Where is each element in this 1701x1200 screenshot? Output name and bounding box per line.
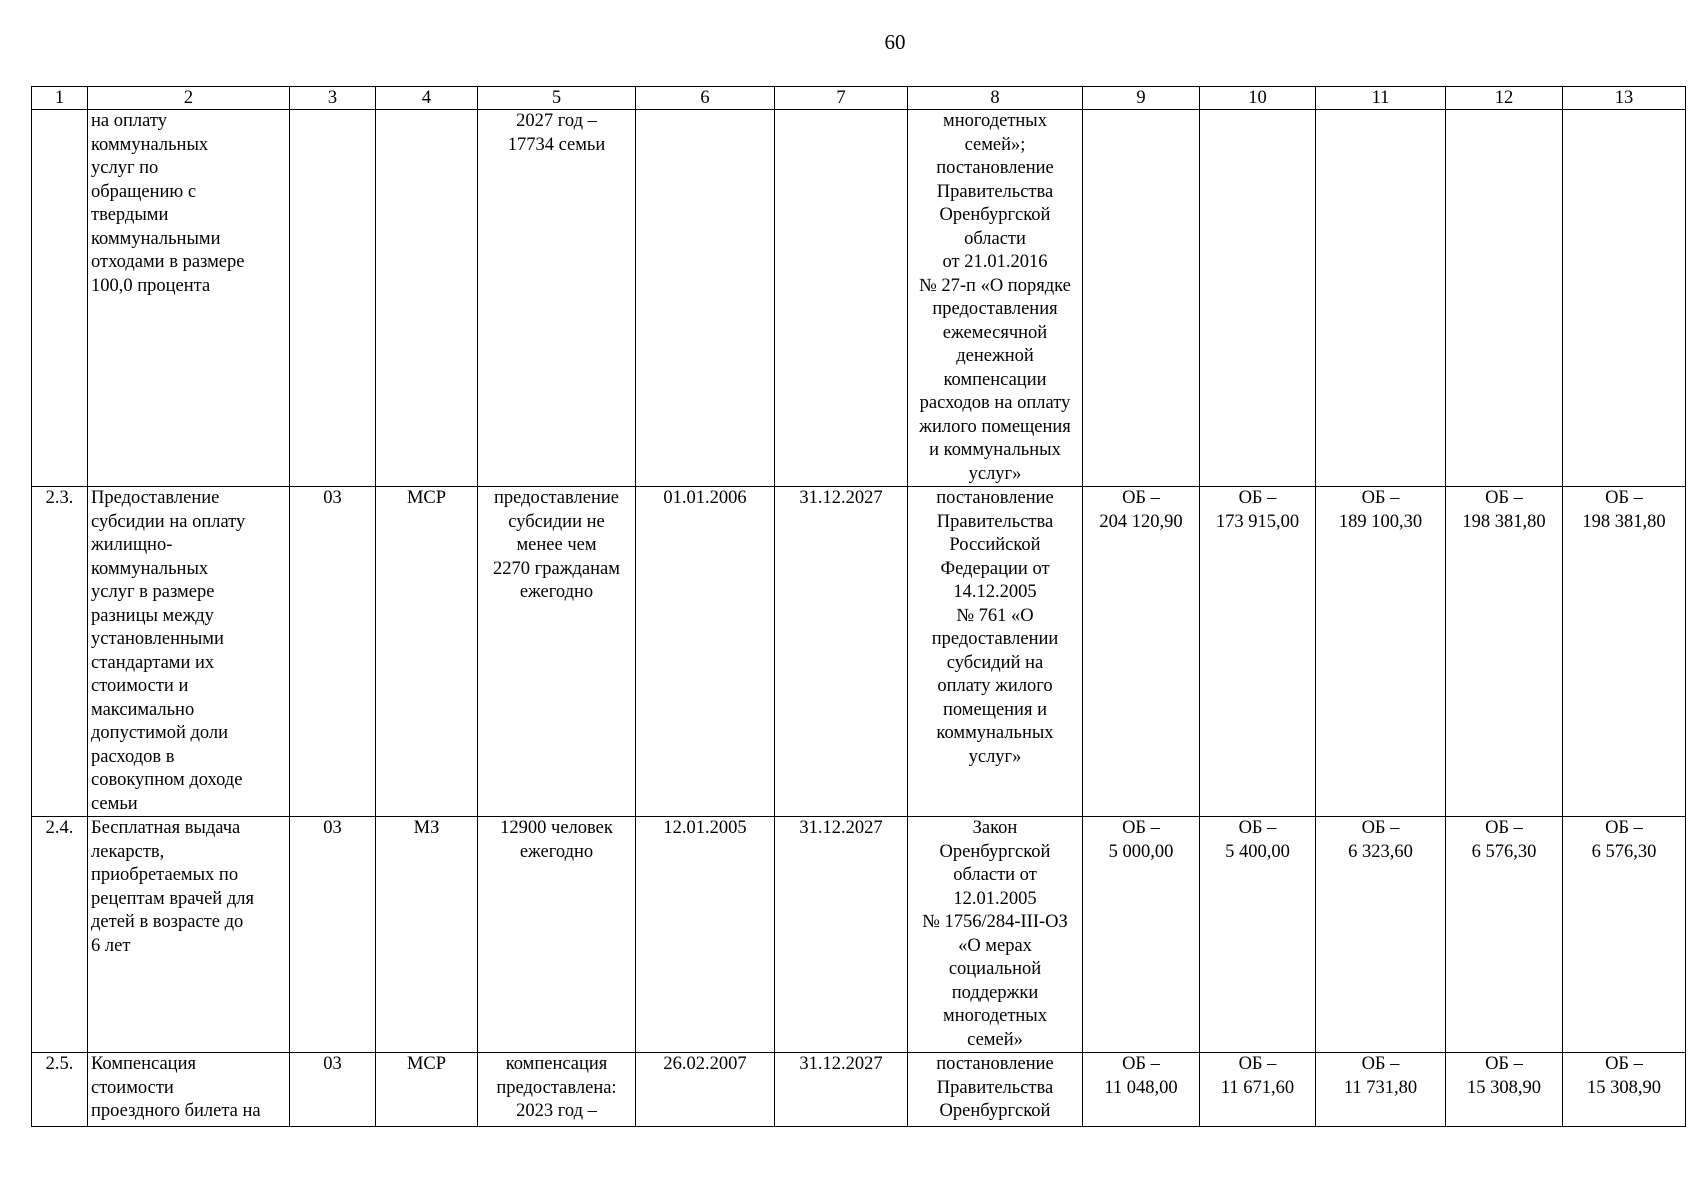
column-header: 10 (1200, 87, 1316, 110)
column-number-row (32, 87, 1686, 110)
amount-cell: ОБ – 15 308,90 (1563, 1053, 1686, 1127)
amount-cell: ОБ – 6 323,60 (1316, 817, 1446, 1053)
executor-cell: МЗ (376, 817, 478, 1053)
amount-cell: ОБ – 5 000,00 (1083, 817, 1200, 1053)
column-header: 7 (775, 87, 908, 110)
amount-cell: ОБ – 11 671,60 (1200, 1053, 1316, 1127)
code-cell: 03 (290, 1053, 376, 1127)
column-header: 2 (88, 87, 290, 110)
column-header: 13 (1563, 87, 1686, 110)
column-header: 6 (636, 87, 775, 110)
column-header: 11 (1316, 87, 1446, 110)
start-date-cell: 01.01.2006 (636, 487, 775, 817)
table-row (32, 110, 1686, 487)
legal-basis-cell: постановление Правительства Российской Федерации от 14.12.2005 № 761 «О предоставлении субсидий на оплату жилого помещения и коммунальных услуг» (908, 487, 1083, 817)
start-date-cell: 12.01.2005 (636, 817, 775, 1053)
measure-name: Бесплатная выдача лекарств, приобретаемых по рецептам врачей для детей в возрасте до 6 лет (88, 817, 290, 1053)
amount-cell (1083, 110, 1200, 487)
column-header: 9 (1083, 87, 1200, 110)
result-cell: 2027 год – 17734 семьи (478, 110, 636, 487)
code-cell: 03 (290, 487, 376, 817)
row-number (32, 110, 88, 487)
column-header: 3 (290, 87, 376, 110)
amount-cell (1446, 110, 1563, 487)
measure-name: Предоставление субсидии на оплату жилищно- коммунальных услуг в размере разницы между установленными стандартами их стоимости и максимально допустимой доли расходов в совокупном доходе семьи (88, 487, 290, 817)
result-cell: 12900 человек ежегодно (478, 817, 636, 1053)
end-date-cell: 31.12.2027 (775, 817, 908, 1053)
amount-cell (1316, 110, 1446, 487)
amount-cell: ОБ – 189 100,30 (1316, 487, 1446, 817)
column-header: 1 (32, 87, 88, 110)
end-date-cell: 31.12.2027 (775, 487, 908, 817)
end-date-cell (775, 110, 908, 487)
end-date-cell: 31.12.2027 (775, 1053, 908, 1127)
code-cell: 03 (290, 817, 376, 1053)
row-number: 2.4. (32, 817, 88, 1053)
amount-cell (1200, 110, 1316, 487)
table-row (32, 817, 1686, 1053)
program-measures-table (31, 86, 1686, 1127)
amount-cell: ОБ – 6 576,30 (1563, 817, 1686, 1053)
executor-cell: МСР (376, 487, 478, 817)
start-date-cell: 26.02.2007 (636, 1053, 775, 1127)
amount-cell: ОБ – 198 381,80 (1446, 487, 1563, 817)
row-number: 2.5. (32, 1053, 88, 1127)
result-cell: компенсация предоставлена: 2023 год – (478, 1053, 636, 1127)
executor-cell: МСР (376, 1053, 478, 1127)
column-header: 12 (1446, 87, 1563, 110)
column-header: 4 (376, 87, 478, 110)
amount-cell: ОБ – 198 381,80 (1563, 487, 1686, 817)
table-row (32, 487, 1686, 817)
code-cell (290, 110, 376, 487)
amount-cell: ОБ – 6 576,30 (1446, 817, 1563, 1053)
page-number: 60 (884, 30, 906, 54)
amount-cell: ОБ – 5 400,00 (1200, 817, 1316, 1053)
amount-cell: ОБ – 204 120,90 (1083, 487, 1200, 817)
legal-basis-cell: Закон Оренбургской области от 12.01.2005 № 1756/284-III-ОЗ «О мерах социальной поддержки многодетных семей» (908, 817, 1083, 1053)
legal-basis-cell: постановление Правительства Оренбургской (908, 1053, 1083, 1127)
measure-name: Компенсация стоимости проездного билета на (88, 1053, 290, 1127)
column-header: 5 (478, 87, 636, 110)
amount-cell: ОБ – 15 308,90 (1446, 1053, 1563, 1127)
column-header: 8 (908, 87, 1083, 110)
table-row (32, 1053, 1686, 1127)
amount-cell: ОБ – 173 915,00 (1200, 487, 1316, 817)
amount-cell: ОБ – 11 048,00 (1083, 1053, 1200, 1127)
measure-name: на оплату коммунальных услуг по обращению с твердыми коммунальными отходами в размере 100,0 процента (88, 110, 290, 487)
row-number: 2.3. (32, 487, 88, 817)
amount-cell (1563, 110, 1686, 487)
legal-basis-cell: многодетных семей»; постановление Правительства Оренбургской области от 21.01.2016 № 27-п «О порядке предоставления ежемесячной денежной компенсации расходов на оплату жилого помещения и коммунальных услуг» (908, 110, 1083, 487)
start-date-cell (636, 110, 775, 487)
executor-cell (376, 110, 478, 487)
result-cell: предоставление субсидии не менее чем 2270 гражданам ежегодно (478, 487, 636, 817)
amount-cell: ОБ – 11 731,80 (1316, 1053, 1446, 1127)
